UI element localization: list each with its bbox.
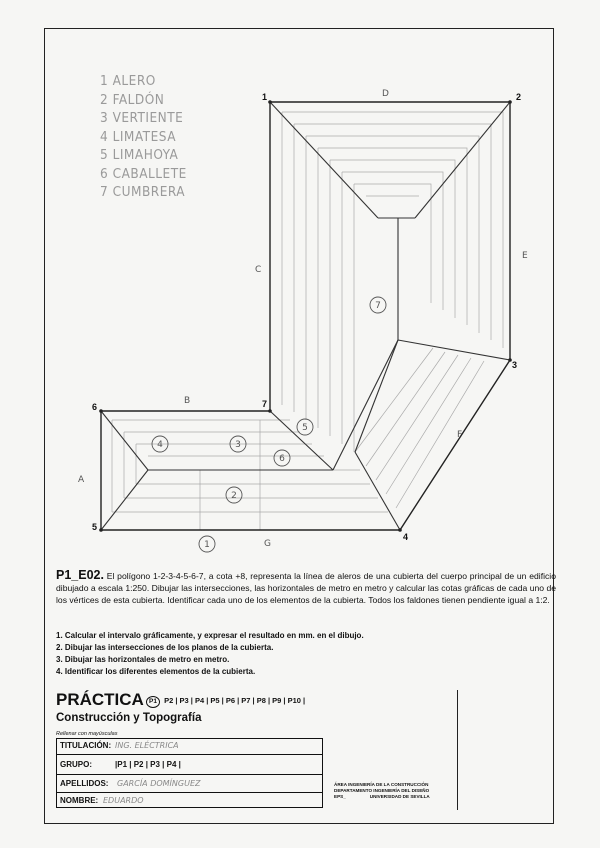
apellidos-field[interactable]: GARCÍA DOMÍNGUEZ xyxy=(117,779,201,788)
vertex-label-6: 6 xyxy=(92,402,98,412)
side-label-b: B xyxy=(184,396,191,406)
titulacion-field[interactable]: ING. ELÉCTRICA xyxy=(115,741,179,750)
institution-department: DEPARTAMENTO INGENIERÍA DEL DISEÑO xyxy=(334,788,430,794)
plane-circles xyxy=(152,297,386,552)
plane-number-5: 5 xyxy=(302,423,308,433)
task-list xyxy=(56,630,526,678)
institution-area: ÁREA INGENIERÍA DE LA CONSTRUCCIÓN xyxy=(334,782,429,787)
institution-name: UNIVERSIDAD DE SEVILLA xyxy=(369,794,430,800)
vertex-label-1: 1 xyxy=(262,92,268,102)
divider xyxy=(57,774,322,775)
side-label-a: A xyxy=(78,475,85,485)
divider xyxy=(57,754,322,755)
practica-title: PRÁCTICA xyxy=(56,690,144,709)
side-label-g: G xyxy=(264,539,271,549)
subject-title: Construcción y Topografía xyxy=(56,712,202,724)
statement-text: El polígono 1-2-3-4-5-6-7, a cota +8, representa la línea de aleros de una cubierta del cuerpo principal de un edificio dibujado a escala 1:250. Dibujar las intersecciones, las horizontales de metro en metro y calcular las cotas gráficas de cada uno de los vértices de esta cubierta. Identificar cada uno de los elementos de la cubierta. Todos los faldones tienen pendiente igual a 1:2. xyxy=(56,571,556,605)
legend-item: 4 LIMATESA xyxy=(100,128,177,145)
vertex-label-4: 4 xyxy=(403,532,409,542)
legend-item: 2 FALDÓN xyxy=(100,91,165,108)
current-practice-badge: P1 xyxy=(146,696,160,708)
student-form xyxy=(56,738,323,808)
plane-number-7: 7 xyxy=(375,301,381,311)
exercise-code: P1_E02. xyxy=(56,568,104,582)
fill-note: Rellenar con mayúsculas xyxy=(56,731,118,737)
grupo-field[interactable]: |P1 | P2 | P3 | P4 | xyxy=(115,760,181,769)
vertex-label-7: 7 xyxy=(262,399,268,409)
task-item: 3. Dibujar las horizontales de metro en metro. xyxy=(56,655,230,664)
divider xyxy=(57,792,322,793)
side-label-e: E xyxy=(522,251,528,261)
side-label-c: C xyxy=(255,265,262,275)
legend-item: 5 LIMAHOYA xyxy=(100,147,179,163)
task-item: 1. Calcular el intervalo gráficamente, y expresar el resultado en mm. en el dibujo. xyxy=(56,631,364,640)
title-block-divider xyxy=(457,690,458,810)
roof-elements-legend xyxy=(100,72,187,202)
legend-item: 3 VERTIENTE xyxy=(100,110,184,126)
legend-item: 7 CUMBRERA xyxy=(100,184,186,200)
other-practices: P2 | P3 | P4 | P5 | P6 | P7 | P8 | P9 | P10 | xyxy=(164,696,306,705)
plane-number-1: 1 xyxy=(204,540,210,550)
vertex-label-5: 5 xyxy=(92,522,98,532)
plane-number-3: 3 xyxy=(235,440,241,450)
grupo-label: GRUPO: xyxy=(60,760,92,769)
legend-item: 1 ALERO xyxy=(100,73,156,89)
institution-university xyxy=(334,794,430,800)
plane-number-4: 4 xyxy=(157,440,163,450)
side-label-d: D xyxy=(382,89,389,99)
practice-numbers xyxy=(146,696,305,708)
plane-number-6: 6 xyxy=(279,454,285,464)
institution-school: EPS_ xyxy=(334,794,346,800)
institution-block xyxy=(334,782,430,801)
nombre-field[interactable]: EDUARDO xyxy=(103,796,144,805)
side-label-f: F xyxy=(457,430,463,440)
apellidos-label: APELLIDOS: xyxy=(60,779,109,788)
vertex-label-3: 3 xyxy=(512,360,518,370)
vertex-label-2: 2 xyxy=(516,92,522,102)
nombre-label: NOMBRE: xyxy=(60,796,99,805)
task-item: 2. Dibujar las intersecciones de los planos de la cubierta. xyxy=(56,643,274,652)
plane-number-2: 2 xyxy=(231,491,237,501)
exercise-statement xyxy=(56,570,556,606)
titulacion-label: TITULACIÓN: xyxy=(60,741,112,750)
task-item: 4. Identificar los diferentes elementos de la cubierta. xyxy=(56,667,256,676)
legend-item: 6 CABALLETE xyxy=(100,165,187,182)
